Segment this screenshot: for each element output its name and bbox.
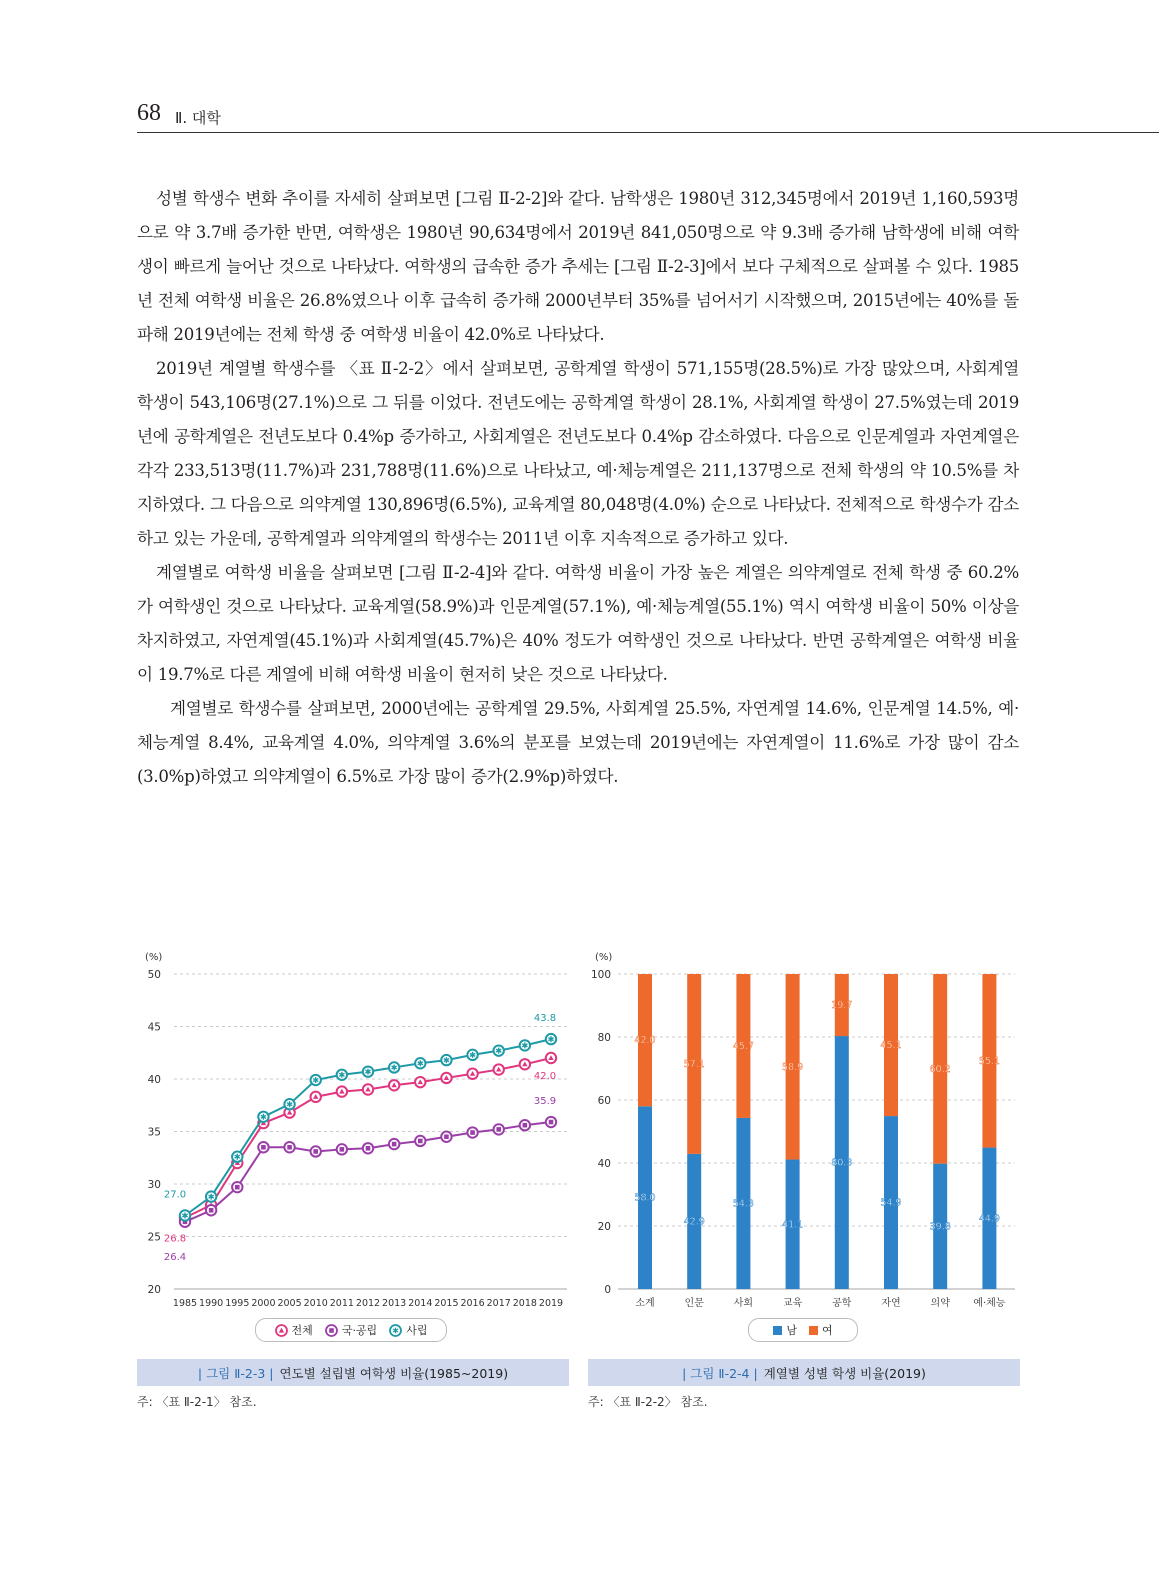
data-label: 57.1 — [683, 1058, 705, 1070]
legend-item-total — [275, 1322, 313, 1338]
series-line — [185, 1122, 551, 1222]
male-swatch-icon — [773, 1326, 782, 1335]
data-label: 26.8 — [163, 1233, 187, 1245]
y-tick-label: 30 — [147, 1179, 161, 1191]
bar-chart-legend — [748, 1318, 858, 1342]
y-tick-label: 60 — [597, 1095, 611, 1107]
x-tick-label: 1990 — [199, 1298, 224, 1309]
triangle-marker-icon — [275, 1324, 288, 1337]
paragraph: 2019년 계열별 학생수를 〈표 Ⅱ-2-2〉에서 살펴보면, 공학계열 학생이 571,155명(28.5%)로 가장 많았으며, 사회계열 학생이 543,106명(27.1%)으로 그 뒤를 이었다. 전년도에는 공학계열 학생이 28.1%, 사회계열 학생이 27.5%였는데 2019년에 공학계열은 전년도보다 0.4%p 증가하고, 사회계열은 전년도보다 0.4%p 감소하였다. 다음으로 인문계열과 자연계열은 각각 233,513명(11.7%)과 231,788명(11.6%)으로 나타났고, 예·체능계열은 211,137명으로 전체 학생의 약 10.5%를 차지하였다. 그 다음으로 의약계열 130,896명(6.5%), 교육계열 80,048명(4.0%) 순으로 나타났다. 전체적으로 학생수가 감소하고 있는 가운데, 공학계열과 의약계열의 학생수는 2011년 이후 지속적으로 증가하고 있다. — [137, 359, 1019, 548]
x-tick-label: 2017 — [486, 1298, 511, 1309]
legend-label: 국·공립 — [341, 1324, 378, 1337]
page-header — [137, 96, 1159, 133]
page-number: 68 — [137, 100, 161, 126]
y-tick-label: 25 — [147, 1231, 161, 1244]
female-swatch-icon — [809, 1326, 818, 1335]
y-tick-label: 40 — [597, 1158, 611, 1170]
data-label: 39.8 — [929, 1221, 951, 1233]
data-point-marker — [287, 1145, 292, 1150]
x-tick-label: 교육 — [782, 1298, 803, 1309]
data-label: 19.7 — [831, 1000, 853, 1012]
data-label: 42.0 — [533, 1071, 557, 1082]
x-tick-label: 2018 — [512, 1298, 537, 1309]
data-label: 45.7 — [732, 1040, 754, 1052]
legend-label: 전체 — [291, 1324, 313, 1337]
x-tick-label: 예·체능 — [973, 1298, 1006, 1309]
data-point-marker — [313, 1149, 318, 1154]
y-tick-label: 45 — [147, 1021, 161, 1034]
data-label: 44.9 — [978, 1213, 1000, 1225]
y-axis-unit-label: (%) — [595, 952, 613, 963]
x-tick-label: 사회 — [733, 1298, 754, 1309]
data-point-marker — [235, 1185, 240, 1190]
data-point-marker — [392, 1142, 397, 1147]
x-tick-label: 공학 — [832, 1298, 852, 1309]
figure-title: 연도별 설립별 여학생 비율(1985~2019) — [279, 1365, 509, 1381]
body-text — [137, 182, 1019, 794]
x-tick-label: 자연 — [881, 1298, 901, 1309]
data-label: 42.9 — [683, 1216, 705, 1228]
data-point-marker — [340, 1147, 345, 1152]
stacked-bar-chart-gender-by-field — [583, 948, 1023, 1353]
asterisk-marker-icon — [389, 1324, 402, 1337]
y-tick-label: 0 — [604, 1284, 611, 1296]
y-axis-unit-label: (%) — [145, 952, 163, 963]
x-tick-label: 2010 — [303, 1298, 328, 1309]
x-tick-label: 의약 — [930, 1298, 950, 1309]
x-tick-label: 2015 — [434, 1298, 459, 1309]
x-tick-label: 2016 — [460, 1298, 485, 1309]
x-tick-label: 1995 — [225, 1298, 250, 1309]
x-tick-label: 2011 — [329, 1298, 354, 1309]
figure-title: 계열별 성별 학생 비율(2019) — [763, 1365, 926, 1381]
data-point-marker — [496, 1127, 501, 1132]
data-label: 43.8 — [533, 1013, 557, 1025]
y-tick-label: 40 — [147, 1074, 161, 1086]
chapter-title: Ⅱ. 대학 — [175, 109, 221, 127]
data-label: 41.1 — [782, 1219, 804, 1231]
paragraph: 계열별로 학생수를 살펴보면, 2000년에는 공학계열 29.5%, 사회계열 25.5%, 자연계열 14.6%, 인문계열 14.5%, 예·체능계열 8.4%, 교육계열 4.0%, 의약계열 3.6%의 분포를 보였는데 2019년에는 자연계열이 11.6%로 가장 많이 감소(3.0%p)하였고 의약계열이 6.5%로 가장 많이 증가(2.9%p)하였다. — [137, 699, 1019, 786]
figure-number: | 그림 Ⅱ-2-3 | — [197, 1365, 274, 1381]
bar-chart-svg — [583, 948, 1023, 1309]
y-tick-label: 20 — [597, 1221, 611, 1233]
data-point-marker — [209, 1208, 214, 1213]
data-point-marker — [418, 1139, 423, 1144]
data-label: 58.0 — [634, 1192, 656, 1204]
x-tick-label: 2000 — [251, 1298, 276, 1309]
y-tick-label: 80 — [597, 1032, 611, 1044]
data-point-marker — [470, 1130, 475, 1135]
paragraph: 성별 학생수 변화 추이를 자세히 살펴보면 [그림 Ⅱ-2-2]와 같다. 남학생은 1980년 312,345명에서 2019년 1,160,593명으로 약 3.7배 증가한 반면, 여학생은 1980년 90,634명에서 2019년 841,050명으로 약 9.3배 증가해 남학생에 비해 여학생이 빠르게 늘어난 것으로 나타났다. 여학생의 급속한 증가 추세는 [그림 Ⅱ-2-3]에서 보다 구체적으로 살펴볼 수 있다. 1985년 전체 여학생 비율은 26.8%였으나 이후 급속히 증가해 2000년부터 35%를 넘어서기 시작했으며, 2015년에는 40%를 돌파해 2019년에는 전체 학생 중 여학생 비율이 42.0%로 나타났다. — [137, 189, 1019, 344]
data-label: 45.1 — [880, 1040, 902, 1052]
legend-label: 여 — [822, 1324, 833, 1337]
data-label: 35.9 — [533, 1096, 557, 1108]
figure-caption — [137, 1359, 569, 1386]
line-chart-svg — [137, 948, 577, 1309]
data-label: 42.0 — [634, 1035, 656, 1047]
y-tick-label: 20 — [147, 1284, 161, 1296]
x-tick-label: 인문 — [684, 1298, 704, 1309]
data-point-marker — [261, 1145, 266, 1150]
legend-item-female — [809, 1322, 833, 1338]
data-label: 54.9 — [880, 1197, 902, 1209]
data-label: 26.4 — [163, 1251, 187, 1263]
x-tick-label: 소계 — [635, 1298, 655, 1309]
square-marker-icon — [325, 1324, 338, 1337]
data-label: 55.1 — [978, 1055, 1000, 1067]
line-chart-legend — [255, 1318, 447, 1342]
legend-label: 남 — [786, 1324, 797, 1337]
legend-label: 사립 — [406, 1324, 428, 1337]
y-tick-label: 35 — [147, 1126, 161, 1139]
figure-note: 주: 〈표 Ⅱ-2-1〉 참조. — [137, 1395, 257, 1409]
y-tick-label: 100 — [590, 969, 611, 981]
data-point-marker — [366, 1146, 371, 1151]
data-label: 54.3 — [732, 1198, 754, 1210]
figure-caption — [588, 1359, 1020, 1386]
data-label: 58.9 — [782, 1061, 804, 1073]
x-tick-label: 2014 — [408, 1298, 433, 1309]
data-point-marker — [549, 1120, 554, 1125]
data-point-marker — [523, 1123, 528, 1128]
legend-item-private — [389, 1322, 427, 1338]
legend-item-public — [325, 1322, 377, 1338]
paragraph: 계열별로 여학생 비율을 살펴보면 [그림 Ⅱ-2-4]와 같다. 여학생 비율이 가장 높은 계열은 의약계열로 전체 학생 중 60.2%가 여학생인 것으로 나타났다. 교육계열(58.9%)과 인문계열(57.1%), 예·체능계열(55.1%) 역시 여학생 비율이 50% 이상을 차지하였고, 자연계열(45.1%)과 사회계열(45.7%)은 40% 정도가 여학생인 것으로 나타났다. 반면 공학계열은 여학생 비율이 19.7%로 다른 계열에 비해 여학생 비율이 현저히 낮은 것으로 나타났다. — [137, 563, 1019, 684]
data-label: 27.0 — [163, 1189, 187, 1201]
x-tick-label: 1985 — [172, 1298, 198, 1309]
x-tick-label: 2019 — [538, 1298, 564, 1309]
x-tick-label: 2005 — [277, 1298, 302, 1309]
figure-number: | 그림 Ⅱ-2-4 | — [682, 1365, 758, 1381]
x-tick-label: 2012 — [355, 1298, 381, 1309]
x-tick-label: 2013 — [382, 1298, 407, 1309]
line-chart-female-ratio-by-year — [137, 948, 577, 1353]
series-line — [185, 1058, 551, 1218]
data-point-marker — [444, 1134, 449, 1139]
data-label: 60.2 — [929, 1063, 951, 1075]
legend-item-male — [773, 1322, 797, 1338]
y-tick-label: 50 — [147, 969, 161, 981]
data-label: 80.3 — [831, 1157, 853, 1169]
figure-note: 주: 〈표 Ⅱ-2-2〉 참조. — [588, 1395, 708, 1409]
